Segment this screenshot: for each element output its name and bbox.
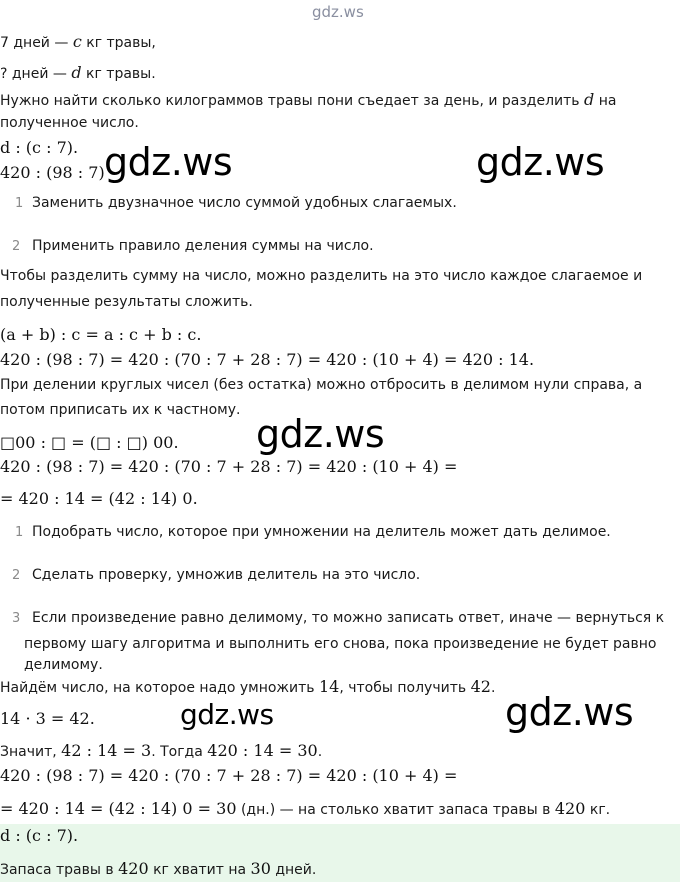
formula-420-div: 420 : (98 : 7) (0, 163, 105, 182)
formula-continuation: = 420 : 14 = (42 : 14) 0. (0, 489, 198, 508)
text: Нужно найти сколько килограммов травы пони съедает за день, и разделить (0, 93, 585, 109)
math: 42 : 14 = 3 (61, 741, 152, 760)
text-line-days-c (0, 32, 156, 51)
formula-product: 14 · 3 = 42. (0, 709, 95, 728)
text: кг хватит на (148, 862, 251, 878)
formula-round-rule: □00 : □ = (□ : □) 00. (0, 433, 179, 452)
formula-sum-rule: (a + b) : c = a : c + b : c. (0, 325, 202, 344)
text: на (594, 93, 617, 109)
text: кг травы. (81, 66, 156, 82)
step-text: Заменить двузначное число суммой удобных слагаемых. (32, 195, 457, 211)
text: Значит, (0, 744, 62, 760)
answer-text (0, 859, 316, 878)
text-line-days-d (0, 63, 156, 82)
algorithm-text: Сделать проверку, умножив делитель на это число. (32, 567, 421, 583)
text-line-task (0, 90, 616, 109)
variable-c: c (72, 32, 82, 51)
variable-d: d (584, 90, 595, 109)
text: Найдём число, на которое надо умножить (0, 680, 319, 696)
step-number: 2 (12, 239, 21, 254)
text: Запаса травы в (0, 862, 119, 878)
algorithm-text: Если произведение равно делимому, то можно записать ответ, иначе — вернуться к (32, 610, 665, 626)
text: 7 дней — (0, 35, 73, 51)
watermark: gdz.ws (180, 698, 274, 731)
step-text: Применить правило деления суммы на число. (32, 238, 374, 254)
algorithm-number: 3 (12, 611, 21, 626)
text: (дн.) — на столько хватит запаса травы в (236, 802, 555, 818)
formula-expansion: 420 : (98 : 7) = 420 : (70 : 7 + 28 : 7) = 420 : (10 + 4) = (0, 766, 458, 785)
watermark: gdz.ws (256, 412, 385, 456)
rule-text: полученные результаты сложить. (0, 294, 253, 310)
formula-d-div: d : (c : 7). (0, 138, 79, 157)
rule-text: Чтобы разделить сумму на число, можно разделить на это число каждое слагаемое и (0, 268, 643, 284)
algorithm-text: Подобрать число, которое при умножении на делитель может дать делимое. (32, 524, 611, 540)
math: = 420 : 14 = (42 : 14) 0 = 30 (0, 799, 237, 818)
text-line-task-cont: полученное число. (0, 115, 139, 131)
text: кг травы, (81, 35, 156, 51)
math: 30 (250, 859, 271, 878)
text: кг. (585, 802, 611, 818)
watermark: gdz.ws (476, 140, 605, 184)
text: дней. (270, 862, 317, 878)
rule-text: При делении круглых чисел (без остатка) можно отбросить в делимом нули справа, а (0, 377, 643, 393)
math: 42 (470, 677, 491, 696)
text: ? дней — (0, 66, 72, 82)
text-line-find (0, 677, 495, 696)
watermark: gdz.ws (505, 690, 634, 734)
text: , чтобы получить (339, 680, 471, 696)
text: . Тогда (151, 744, 208, 760)
math: 420 : 14 = 30 (207, 741, 318, 760)
formula-expansion: 420 : (98 : 7) = 420 : (70 : 7 + 28 : 7) = 420 : (10 + 4) = (0, 457, 458, 476)
step-number: 1 (15, 196, 24, 211)
math: 14 (319, 677, 340, 696)
text: . (317, 744, 323, 760)
variable-d: d (71, 63, 82, 82)
watermark: gdz.ws (104, 140, 233, 184)
math: 420 (118, 859, 149, 878)
math: 420 (554, 799, 586, 818)
site-name[interactable]: gdz.ws (312, 3, 364, 21)
rule-text: потом приписать их к частному. (0, 402, 241, 418)
algorithm-text: первому шагу алгоритма и выполнить его снова, пока произведение не будет равно (24, 636, 657, 652)
text: . (490, 680, 496, 696)
formula-expansion: 420 : (98 : 7) = 420 : (70 : 7 + 28 : 7) = 420 : (10 + 4) = 420 : 14. (0, 350, 535, 369)
algorithm-number: 1 (15, 525, 24, 540)
text-line-therefore (0, 741, 322, 760)
formula-final: d : (c : 7). (0, 826, 79, 845)
formula-result-line (0, 799, 610, 818)
algorithm-text: делимому. (24, 657, 103, 673)
algorithm-number: 2 (12, 568, 21, 583)
